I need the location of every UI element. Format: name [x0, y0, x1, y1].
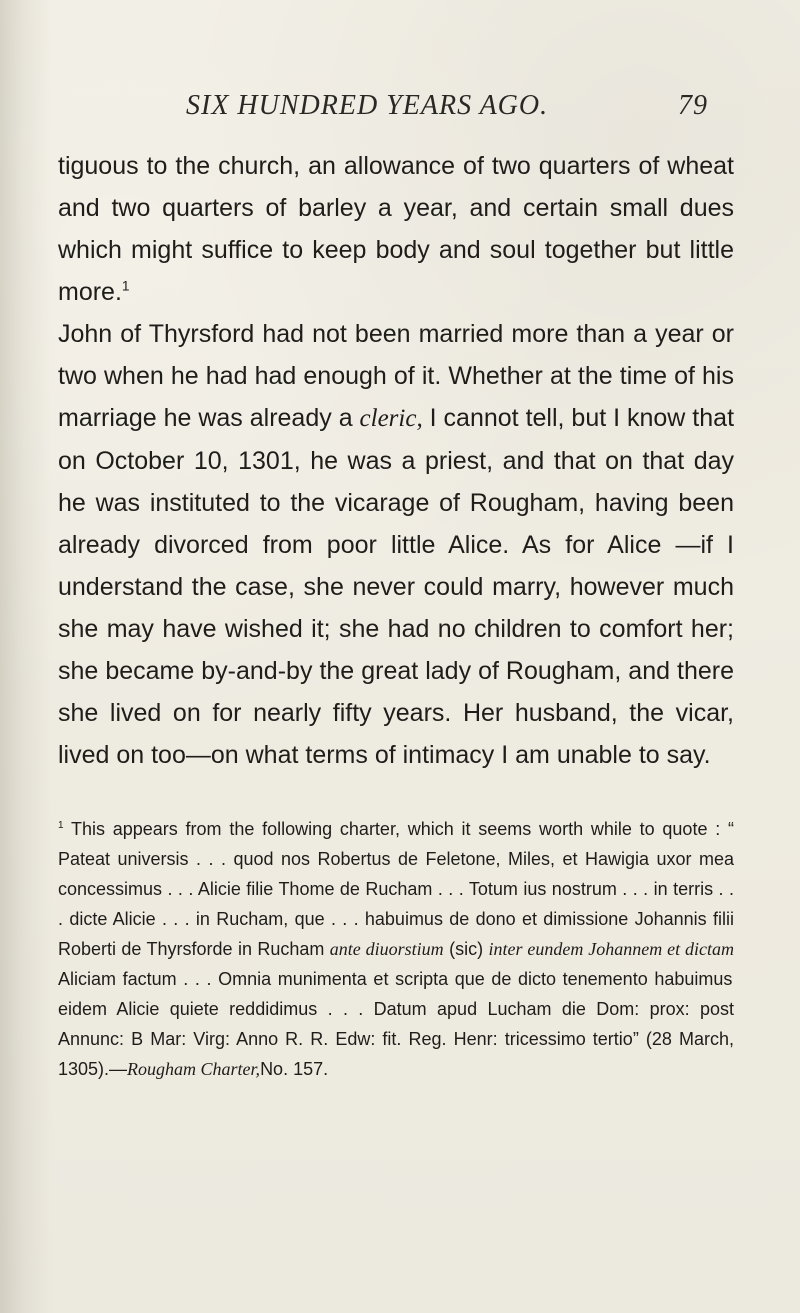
footnote-italic-1: ante diuorstium — [329, 939, 444, 959]
footnote-text-part-4: No. 157. — [260, 1059, 329, 1079]
paragraph-1-text: tiguous to the church, an allowance of two quarters of wheat and two quarters of barley a year, and certain small dues which might suffice to keep body and soul together but little more. — [58, 152, 734, 306]
footnote-marker: 1 — [58, 820, 64, 831]
footnote-text-part-1: This appears from the following charter, which it seems worth while to quote : “ Pateat universis . . . quod nos Robertus de Feletone, Miles, et Hawigia uxor mea concessimus . . . Alicie filie Thome de Rucham . . . Totum ius nostrum . . . in terris . . . dicte Alicie . . . in Rucham, que . . . habuimus de dono et dimissione Johannis filii Roberti de Thyrsforde in Rucham — [58, 819, 734, 959]
page-header — [186, 90, 708, 130]
footnote-italic-3: Rougham Charter, — [127, 1059, 261, 1079]
paragraph-2-italic: cleric, — [359, 405, 423, 432]
page-number: 79 — [678, 90, 708, 121]
footnote-italic-2: inter eundem Johannem et dictam — [488, 939, 734, 959]
page-gutter — [0, 0, 52, 1313]
footnote-reference: 1 — [121, 278, 130, 294]
footnote-text-part-3: Aliciam factum . . . Omnia munimenta et scripta que de dicto tenemento habuimus eidem Alicie quiete reddidimus . . . Datum apud Lucham die Dom: prox: post Annunc: B Mar: Virg: Anno R. R. Edw: fit. Reg. Henr: tricessimo tertio” (28 March, 1305).— — [58, 969, 734, 1079]
paragraph-2-before-italic: John of Thyrsford had not been married more than a year or two when he had had enough of it. Whether at the time of his marriage he was already a — [58, 320, 734, 432]
paragraph-1 — [58, 145, 734, 313]
main-text — [58, 145, 734, 776]
paragraph-2-after-italic: I cannot tell, but I know that on October 10, 1301, he was a priest, and that on that day he was instituted to the vicarage of Rougham, having been already divorced from poor little Alice. As for Alice —if I understand the case, she never could marry, however much she may have wished it; she had no children to comfort her; she became by-and-by the great lady of Rougham, and there she lived on for nearly fifty years. Her husband, the vicar, lived on too—on what terms of intimacy I am unable to say. — [58, 404, 735, 769]
paragraph-2 — [58, 313, 734, 776]
running-title: SIX HUNDRED YEARS AGO. — [186, 90, 549, 121]
footnote — [58, 814, 734, 1084]
footnote-text-part-2: (sic) — [443, 939, 489, 959]
